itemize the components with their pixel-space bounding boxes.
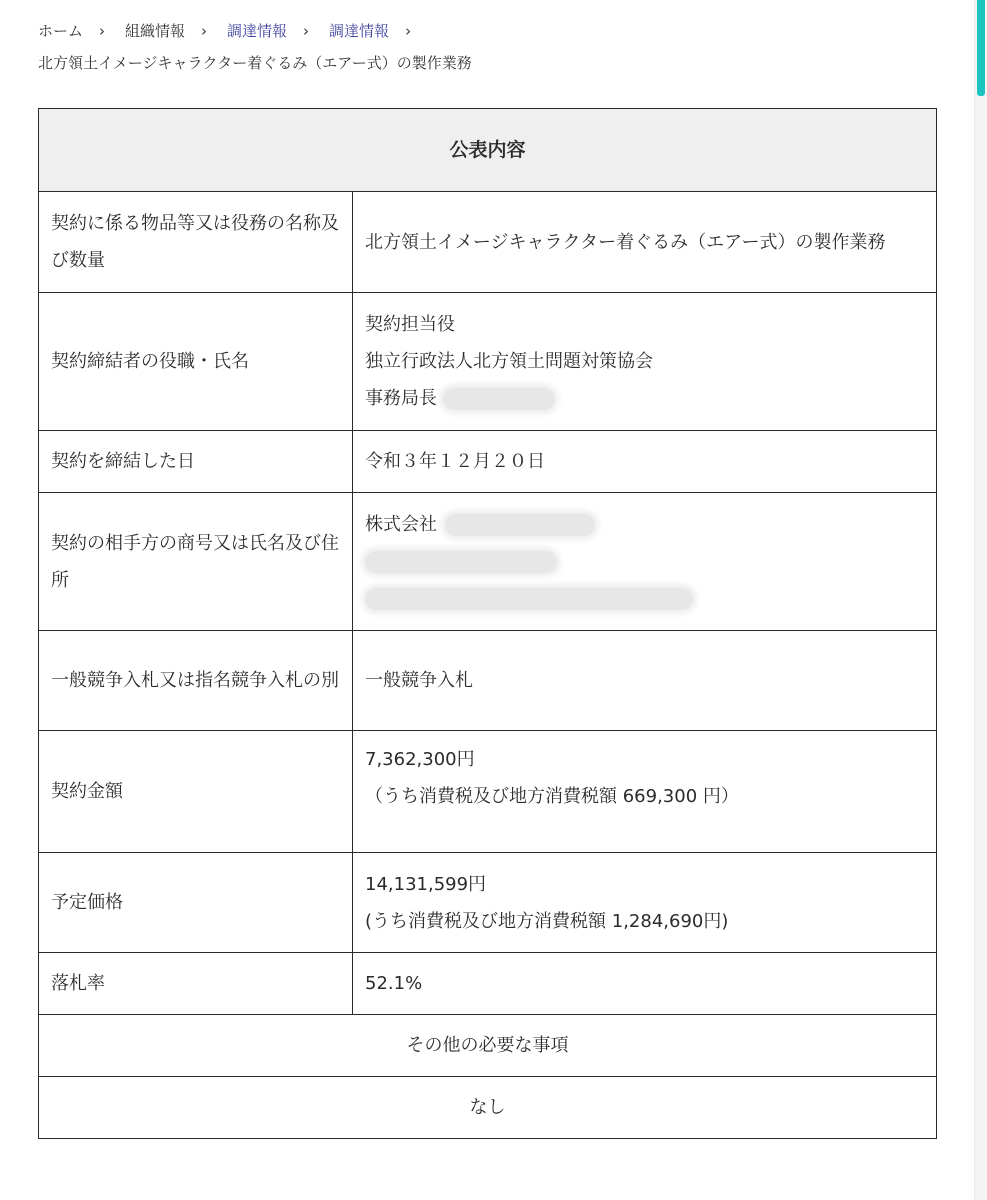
redacted-name: [443, 388, 555, 410]
chevron-right-icon: ›: [201, 22, 208, 40]
row-label-signer: 契約締結者の役職・氏名: [39, 293, 353, 431]
partner-address-line2: [365, 580, 924, 617]
table-row: [39, 431, 937, 493]
row-value-amount: [353, 731, 937, 853]
table-row: [39, 192, 937, 293]
row-label-date: 契約を締結した日: [39, 431, 353, 493]
table-header-row: [39, 109, 937, 192]
row-label-planned: 予定価格: [39, 853, 353, 953]
row-label-partner: 契約の相手方の商号又は氏名及び住所: [39, 493, 353, 631]
row-value-bid-type: 一般競争入札: [353, 631, 937, 731]
row-label-item: 契約に係る物品等又は役務の名称及び数量: [39, 192, 353, 293]
table-row: [39, 493, 937, 631]
breadcrumb-current-page: 北方領土イメージキャラクター着ぐるみ（エアー式）の製作業務: [38, 54, 472, 72]
partner-address-line1: [365, 543, 924, 580]
row-value-planned: [353, 853, 937, 953]
table-row: [39, 1015, 937, 1077]
partner-company-line: [365, 506, 924, 543]
row-value-date: 令和３年１２月２０日: [353, 431, 937, 493]
table-row: [39, 631, 937, 731]
other-matters-label: その他の必要な事項: [39, 1015, 937, 1077]
contract-amount-tax: （うち消費税及び地方消費税額 669,300 円）: [365, 786, 739, 807]
planned-price-tax: (うち消費税及び地方消費税額 1,284,690円): [365, 910, 729, 932]
breadcrumb-home[interactable]: ホーム: [38, 22, 84, 40]
table-row: [39, 731, 937, 853]
table-row: [39, 953, 937, 1015]
row-label-bid-type: 一般競争入札又は指名競争入札の別: [39, 631, 353, 731]
signer-position: 事務局長: [365, 388, 437, 409]
row-value-signer: [353, 293, 937, 431]
table-row: [39, 1077, 937, 1139]
row-label-rate: 落札率: [39, 953, 353, 1015]
scrollbar-thumb[interactable]: [977, 0, 985, 96]
breadcrumb: [38, 20, 938, 74]
row-value-partner: [353, 493, 937, 631]
scrollbar[interactable]: [974, 0, 987, 1200]
planned-price: 14,131,599円: [365, 873, 487, 895]
chevron-right-icon: ›: [303, 22, 310, 40]
partner-company-prefix: 株式会社: [365, 514, 437, 535]
breadcrumb-procurement[interactable]: 調達情報: [227, 22, 288, 40]
chevron-right-icon: ›: [99, 22, 106, 40]
breadcrumb-procurement-2[interactable]: 調達情報: [329, 22, 390, 40]
row-value-item: 北方領土イメージキャラクター着ぐるみ（エアー式）の製作業務: [353, 192, 937, 293]
signer-position-line: [365, 380, 924, 417]
breadcrumb-organization[interactable]: 組織情報: [125, 22, 186, 40]
signer-organization: 独立行政法人北方領土問題対策協会: [365, 351, 653, 372]
redacted-address-2: [365, 588, 693, 610]
table-row: [39, 293, 937, 431]
table-row: [39, 853, 937, 953]
redacted-company-name: [445, 514, 595, 536]
redacted-address-1: [365, 551, 557, 573]
other-matters-value: なし: [39, 1077, 937, 1139]
disclosure-table: [38, 108, 937, 1139]
table-header: 公表内容: [39, 109, 937, 192]
chevron-right-icon: ›: [405, 22, 412, 40]
row-label-amount: 契約金額: [39, 731, 353, 853]
signer-title: 契約担当役: [365, 314, 455, 335]
contract-amount: 7,362,300円: [365, 749, 475, 770]
row-value-rate: 52.1%: [353, 953, 937, 1015]
